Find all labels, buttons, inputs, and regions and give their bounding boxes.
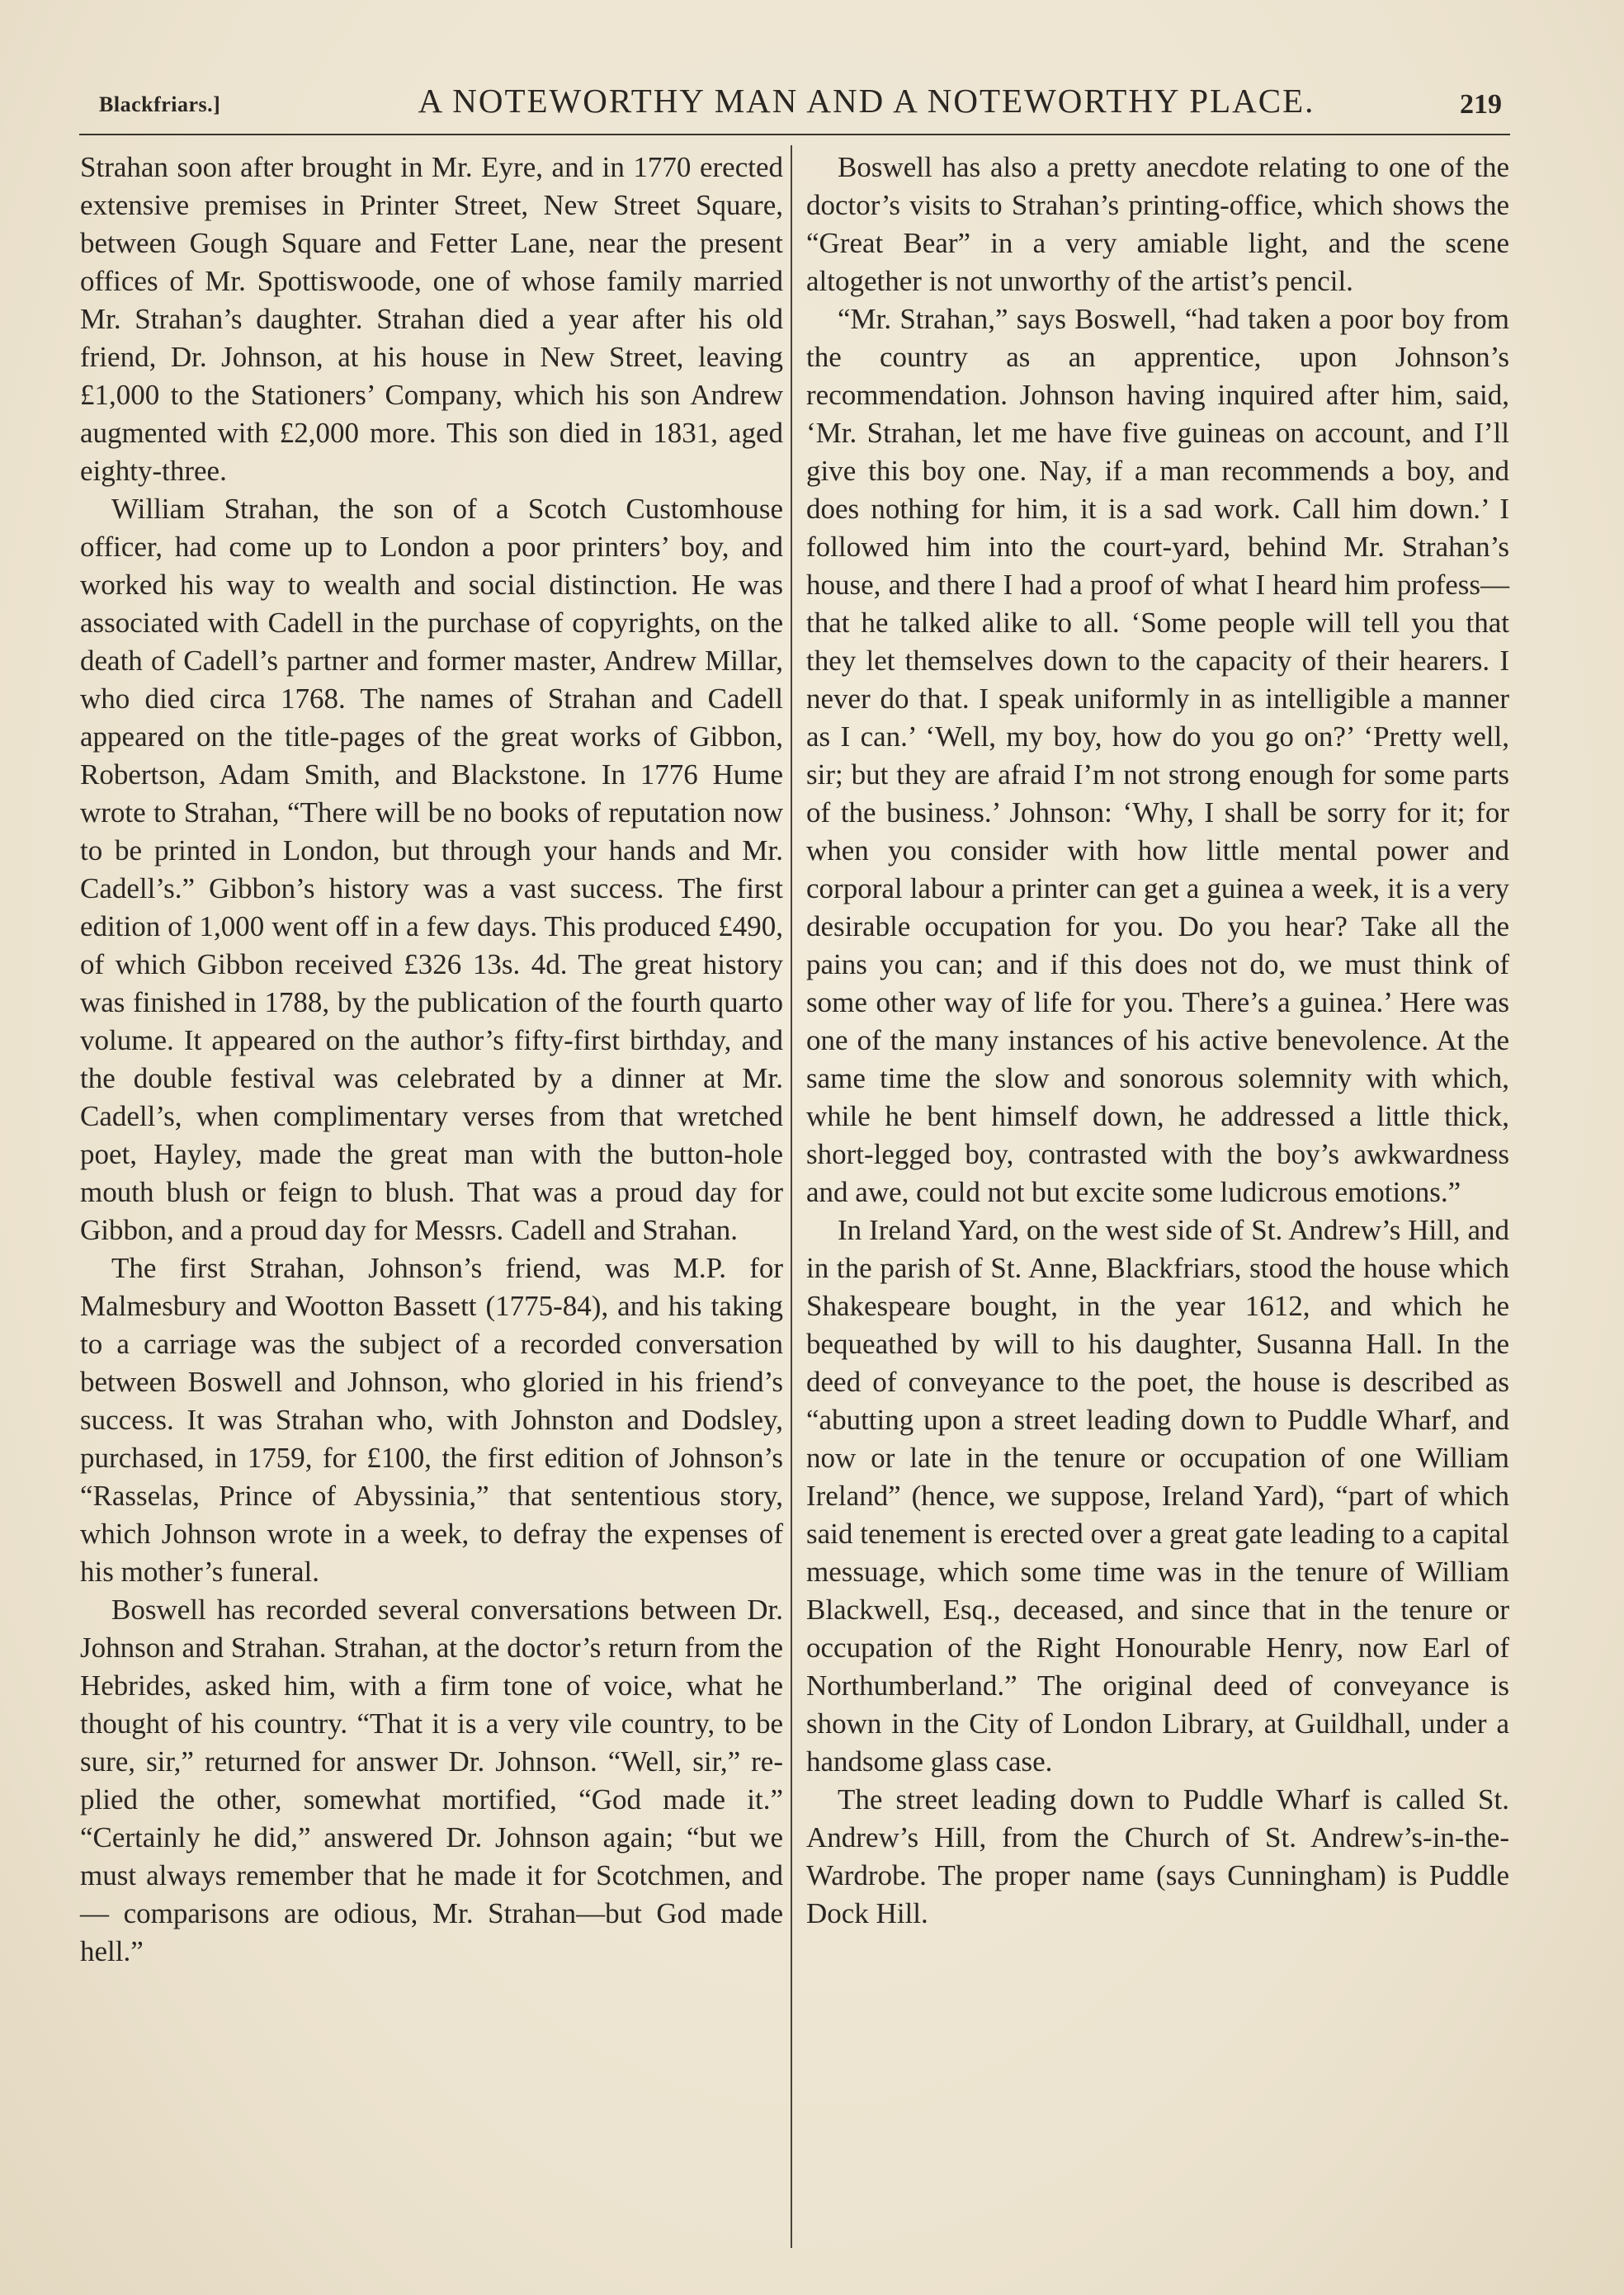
- column-rule: [791, 145, 792, 2248]
- page-title: A NOTEWORTHY MAN AND A NOTEWORTHY PLACE.: [418, 82, 1315, 120]
- right-column: [806, 149, 1509, 1933]
- left-column: [80, 149, 783, 1971]
- section-label: Blackfriars.]: [99, 92, 221, 116]
- header-rule: [79, 134, 1510, 135]
- paragraph: The street leading down to Puddle Wharf is called St. Andrew’s Hill, from the Church of St. Andrew’s-in-the-Wardrobe. The proper name (says Cunningham) is Puddle Dock Hill.: [806, 1783, 1509, 1929]
- page-number: 219: [1460, 89, 1502, 120]
- paragraph: William Strahan, the son of a Scotch Customhouse officer, had come up to London a poor printers’ boy, and worked his way to wealth and social distinction. He was associated with Cadell in the purchase of copyrights, on the death of Cadell’s partner and former master, Andrew Millar, who died circa 1768. The names of Strahan and Cadell appeared on the title-pages of the great works of Gibbon, Robertson, Adam Smith, and Blackstone. In 1776 Hume wrote to Strahan, “There will be no books of reputation now to be printed in London, but through your hands and Mr. Cadell’s.” Gibbon’s history was a vast success. The first edition of 1,000 went off in a few days. This produced £490, of which Gibbon received £326 13s. 4d. The great history was finished in 1788, by the publication of the fourth quarto volume. It appeared on the author’s fifty-first birthday, and the double festival was celebrated by a dinner at Mr. Cadell’s, when complimentary verses from that wretched poet, Hayley, made the great man with the button-hole mouth blush or feign to blush. That was a proud day for Gibbon, and a proud day for Messrs. Cadell and Strahan.: [80, 493, 783, 1246]
- paragraph: Boswell has also a pretty anecdote relating to one of the doctor’s visits to Strahan’s printing-office, which shows the “Great Bear” in a very amiable light, and the scene altogether is not unworthy of the artist’s pencil.: [806, 151, 1509, 297]
- paragraph: The first Strahan, Johnson’s friend, was M.P. for Malmesbury and Wootton Bassett (1775-84), and his taking to a carriage was the subject of a recorded conversation between Boswell and Johnson, who gloried in his friend’s success. It was Strahan who, with Johnston and Dodsley, purchased, in 1759, for £100, the first edition of Johnson’s “Rasselas, Prince of Abyssinia,” that sententious story, which Johnson wrote in a week, to defray the expenses of his mother’s funeral.: [80, 1252, 783, 1588]
- paragraph: Strahan soon after brought in Mr. Eyre, and in 1770 erected extensive premises in Printer Street, New Street Square, between Gough Square and Fetter Lane, near the present offices of Mr. Spottiswoode, one of whose family married Mr. Strahan’s daughter. Strahan died a year after his old friend, Dr. Johnson, at his house in New Street, leaving £1,000 to the Stationers’ Company, which his son Andrew augmented with £2,000 more. This son died in 1831, aged eighty-three.: [80, 151, 783, 487]
- paragraph: In Ireland Yard, on the west side of St. Andrew’s Hill, and in the parish of St. Anne, Blackfriars, stood the house which Shakespeare bought, in the year 1612, and which he bequeathed by will to his daughter, Susanna Hall. In the deed of conveyance to the poet, the house is described as “abutting upon a street leading down to Puddle Wharf, and now or late in the tenure or occupation of one William Ireland” (hence, we suppose, Ireland Yard), “part of which said tenement is erected over a great gate leading to a capital messuage, which some time was in the tenure of William Blackwell, Esq., deceased, and since that in the tenure or occupation of the Right Honourable Henry, now Earl of Northumberland.” The original deed of conveyance is shown in the City of London Library, at Guildhall, under a handsome glass case.: [806, 1214, 1509, 1778]
- running-head: [99, 81, 1502, 130]
- paragraph: Boswell has recorded several conversations between Dr. Johnson and Strahan. Strahan, at the doctor’s return from the Hebrides, asked him, with a firm tone of voice, what he thought of his country. “That it is a very vile country, to be sure, sir,” returned for answer Dr. Johnson. “Well, sir,” replied the other, somewhat mortified, “God made it.” “Certainly he did,” answered Dr. Johnson again; “but we must always remember that he made it for Scotchmen, and — comparisons are odious, Mr. Strahan—but God made hell.”: [80, 1594, 783, 1967]
- paragraph: “Mr. Strahan,” says Boswell, “had taken a poor boy from the country as an apprentice, upon Johnson’s recommendation. Johnson having inquired after him, said, ‘Mr. Strahan, let me have five guineas on account, and I’ll give this boy one. Nay, if a man recommends a boy, and does nothing for him, it is a sad work. Call him down.’ I followed him into the court-yard, behind Mr. Strahan’s house, and there I had a proof of what I heard him profess—that he talked alike to all. ‘Some people will tell you that they let themselves down to the capacity of their hearers. I never do that. I speak uniformly in as intelligible a manner as I can.’ ‘Well, my boy, how do you go on?’ ‘Pretty well, sir; but they are afraid I’m not strong enough for some parts of the business.’ Johnson: ‘Why, I shall be sorry for it; for when you consider with how little mental power and corporal labour a printer can get a guinea a week, it is a very desirable occupation for you. Do you hear? Take all the pains you can; and if this does not do, we must think of some other way of life for you. There’s a guinea.’ Here was one of the many instances of his active benevolence. At the same time the slow and sonorous solemnity with which, while he bent himself down, he addressed a little thick, short-legged boy, contrasted with the boy’s awkwardness and awe, could not but excite some ludicrous emotions.”: [806, 303, 1509, 1208]
